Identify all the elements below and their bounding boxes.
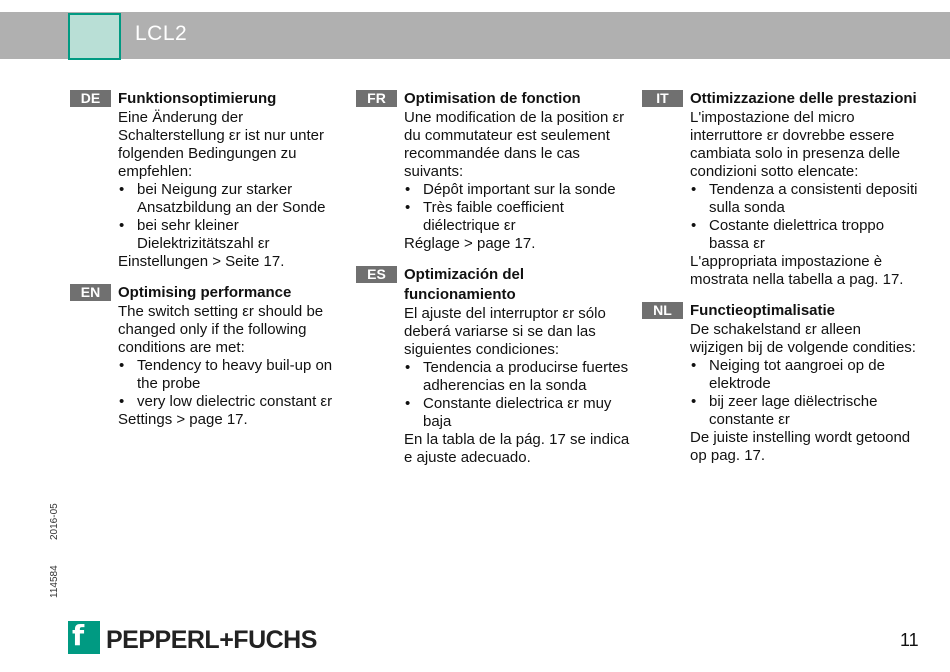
list-item: • bij zeer lage diëlectrische constante εr bbox=[690, 393, 918, 429]
list-item: • Tendenza a consistenti depositi sulla sonda bbox=[690, 181, 918, 217]
section-intro: The switch setting εr should be changed only if the following conditions are met: bbox=[118, 303, 324, 356]
section-intro: De schakelstand εr alleen wijzigen bij de volgende condities: bbox=[690, 321, 916, 356]
bullet-list bbox=[118, 357, 346, 411]
language-tag-es: ES bbox=[356, 266, 397, 283]
section-title: Optimización del funcionamiento bbox=[404, 266, 525, 303]
section-it bbox=[656, 89, 918, 289]
list-item: • Costante dielettrica troppo bassa εr bbox=[690, 217, 918, 253]
column-1 bbox=[80, 89, 346, 441]
section-outro: En la tabla de la pág. 17 se indica e ajuste adecuado. bbox=[404, 431, 630, 466]
bullet-list bbox=[118, 181, 346, 253]
document-number: 114584 bbox=[49, 565, 60, 598]
column-3 bbox=[653, 89, 918, 477]
bullet-list bbox=[690, 357, 918, 429]
brand-name: PEPPERL+FUCHS bbox=[106, 626, 317, 654]
section-outro: De juiste instelling wordt getoond op pag. 17. bbox=[690, 429, 911, 464]
list-item: • Constante dielectrica εr muy baja bbox=[404, 395, 632, 431]
section-nl bbox=[653, 301, 918, 465]
page-number: 11 bbox=[900, 630, 919, 650]
list-item: • bei Neigung zur starker Ansatzbildung an der Sonde bbox=[118, 181, 346, 217]
list-item: • Très faible coefficient diélectrique εr bbox=[404, 199, 632, 235]
section-de bbox=[80, 89, 346, 271]
brand-logo-icon: f bbox=[68, 621, 100, 654]
date-code: 2016-05 bbox=[49, 503, 60, 540]
header-color-square bbox=[68, 13, 121, 60]
list-item: • Tendencia a producirse fuertes adherencias en la sonda bbox=[404, 359, 632, 395]
section-title: Funktionsoptimierung bbox=[118, 90, 277, 107]
section-outro: Einstellungen > Seite 17. bbox=[118, 253, 285, 270]
section-outro: L'appropriata impostazione è mostrata nella tabella a pag. 17. bbox=[690, 253, 904, 288]
language-tag-fr: FR bbox=[356, 90, 397, 107]
section-es bbox=[367, 265, 632, 467]
language-tag-en: EN bbox=[70, 284, 111, 301]
section-outro: Settings > page 17. bbox=[118, 411, 248, 428]
language-tag-nl: NL bbox=[642, 302, 683, 319]
section-title: Functieoptimalisatie bbox=[690, 302, 836, 319]
language-tag-it: IT bbox=[642, 90, 683, 107]
section-intro: Une modification de la position εr du commutateur est seulement recommandée dans le cas suivants: bbox=[404, 109, 625, 180]
language-tag-de: DE bbox=[70, 90, 111, 107]
section-title: Optimising performance bbox=[118, 284, 292, 301]
page-header bbox=[0, 0, 950, 72]
page-title: LCL2 bbox=[135, 22, 188, 45]
section-outro: Réglage > page 17. bbox=[404, 235, 536, 252]
list-item: • bei sehr kleiner Dielektrizitätszahl εr bbox=[118, 217, 346, 253]
list-item: • Neiging tot aangroei op de elektrode bbox=[690, 357, 918, 393]
section-title: Optimisation de fonction bbox=[404, 90, 581, 107]
list-item: • Dépôt important sur la sonde bbox=[404, 181, 632, 199]
bullet-list bbox=[690, 181, 918, 253]
column-2 bbox=[367, 89, 632, 479]
section-intro: L'impostazione del micro interruttore εr dovrebbe essere cambiata solo in presenza delle condizioni sotto elencate: bbox=[690, 109, 901, 180]
bullet-list bbox=[404, 181, 632, 235]
section-intro: El ajuste del interruptor εr sólo deberá variarse si se dan las siguientes condiciones: bbox=[404, 305, 606, 358]
section-en bbox=[80, 283, 346, 429]
list-item: • Tendency to heavy buil-up on the probe bbox=[118, 357, 346, 393]
section-title: Ottimizzazione delle prestazioni bbox=[690, 90, 917, 107]
section-fr bbox=[367, 89, 632, 253]
section-intro: Eine Änderung der Schalterstellung εr ist nur unter folgenden Bedingungen zu empfehlen: bbox=[118, 109, 324, 180]
list-item: • very low dielectric constant εr bbox=[118, 393, 346, 411]
bullet-list bbox=[404, 359, 632, 431]
